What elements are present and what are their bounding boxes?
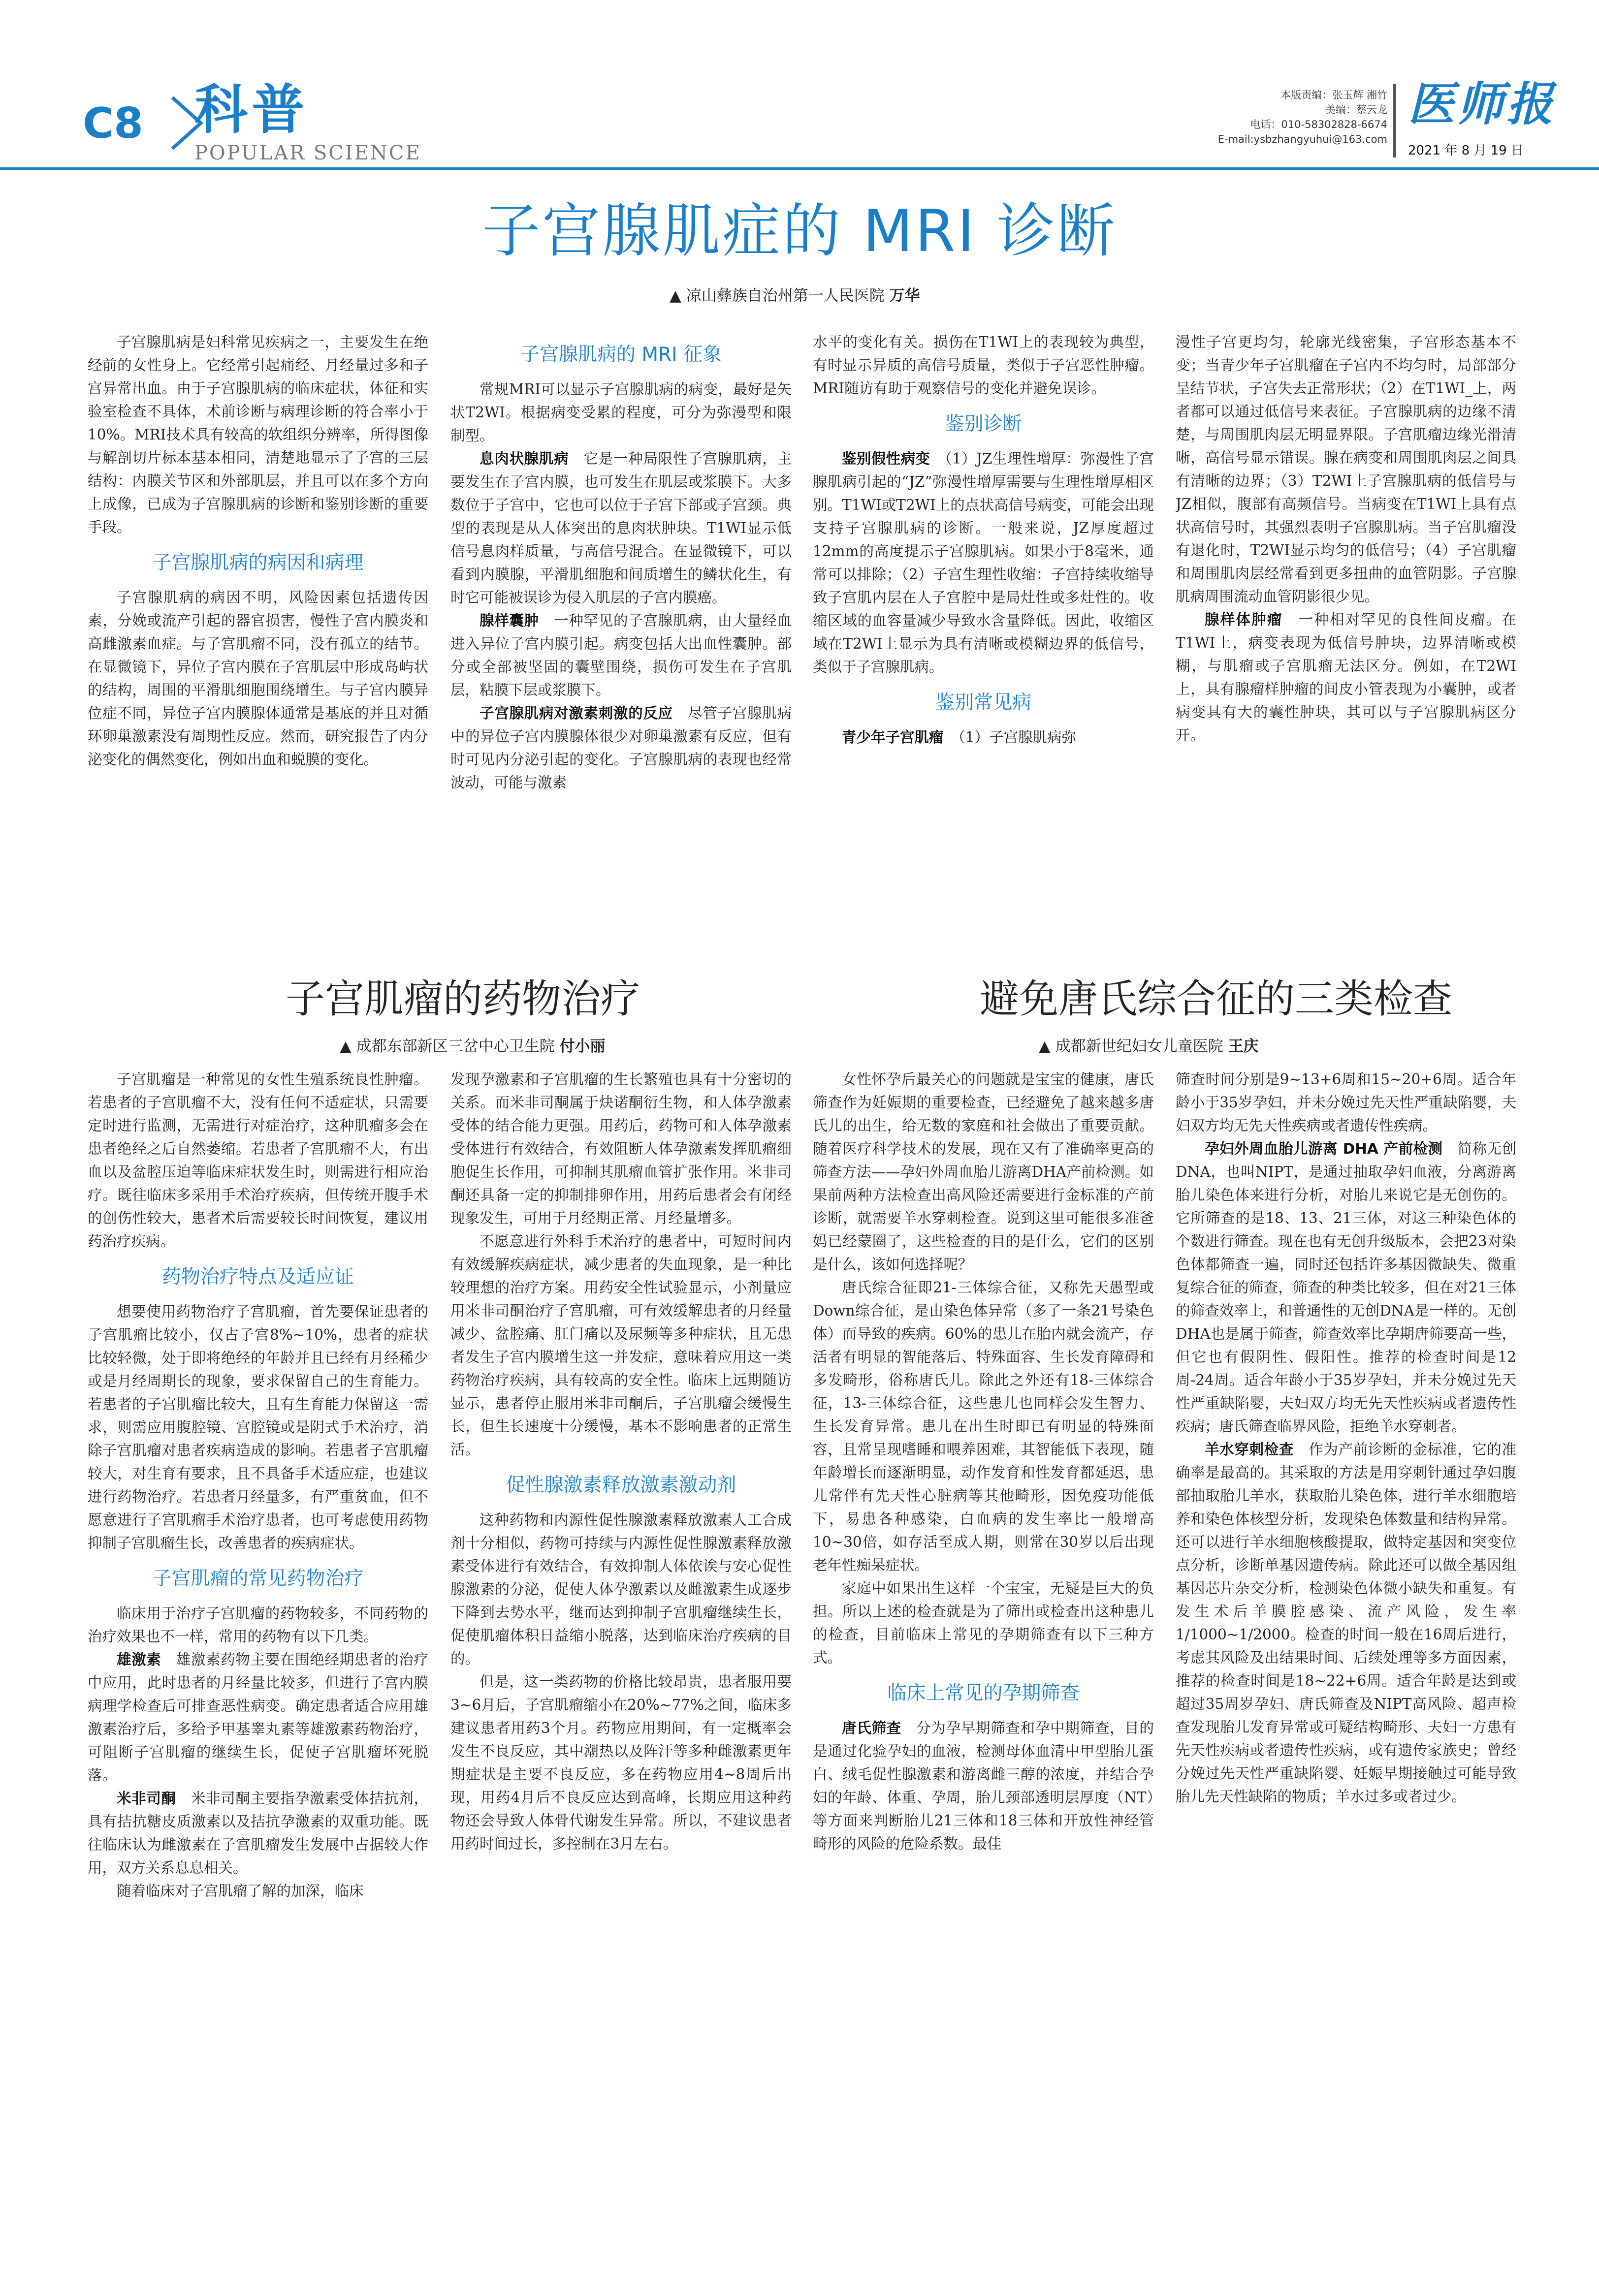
- paragraph-lead: 子宫腺肌病对激素刺激的反应: [480, 705, 673, 722]
- paragraph-lead: 羊水穿刺检查: [1205, 1441, 1294, 1458]
- paragraph: [450, 1230, 792, 1461]
- paragraph-lead: 米非司酮: [117, 1790, 176, 1807]
- paragraph: [1176, 331, 1516, 608]
- paragraph-lead: 唐氏筛查: [842, 1720, 901, 1736]
- paragraph-text: 想要使用药物治疗子宫肌瘤，首先要保证患者的子宫肌瘤比较小，仅占子宫8%~10%，患者的症状比较轻微，处于即将绝经的年龄并且已经有月经稀少或是月经周期长的现象，要求保留自己的生育能力。若患者的子宫肌瘤比较大，且有生育能力保留这一需求，则需应用腹腔镜、宫腔镜或是阴式手术治疗，消除子宫肌瘤对患者疾病造成的影响。若患者子宫肌瘤较大，对生育有要求，且不具备手术适应症，也建议进行药物治疗。若患者月经量多，有严重贫血，但不愿意进行子宫肌瘤手术治疗患者，也可考虑使用药物抑制子宫肌瘤生长，改善患者的疾病症状。: [88, 1303, 428, 1551]
- paragraph-text: （1）子宫腺肌病弥: [958, 729, 1077, 746]
- paragraph-text: 女性怀孕后最关心的问题就是宝宝的健康，唐氏筛查作为妊娠期的重要检查，已经避免了越来越多唐氏儿的出生，给无数的家庭和社会做出了重要贡献。随着医疗科学技术的发展，现在又有了准确率更高的筛查方法——孕妇外周血胎儿游离DHA产前检测。如果前两种方法检查出高风险还需要进行金标准的产前诊断，就需要羊水穿刺检查。说到这里可能很多准爸妈已经蒙圈了，这些检查的目的是什么，它们的区别是什么，该如何选择呢？: [813, 1071, 1154, 1273]
- editor-info: [1112, 88, 1387, 147]
- article-title: 子宫肌瘤的药物治疗: [286, 976, 640, 1022]
- paragraph: [450, 1509, 792, 1670]
- byline-org: ▲ 成都新世纪妇女儿童医院: [1039, 1038, 1223, 1055]
- article3-column-2: [1176, 1068, 1516, 2220]
- paragraph: [450, 447, 792, 609]
- article2-column-2: [450, 1068, 792, 2220]
- paragraph: [813, 1577, 1154, 1669]
- section-heading: 临床上常见的孕期筛查: [887, 1682, 1080, 1704]
- editor-line: 电话：010-58302828-6674: [1250, 119, 1387, 130]
- paragraph-text: 随着临床对子宫肌瘤了解的加深，临床: [117, 1883, 364, 1899]
- paragraph: [88, 1787, 428, 1880]
- byline-org: ▲ 凉山彝族自治州第一人民医院: [670, 287, 885, 305]
- paragraph-text: 唐氏综合征即21-三体综合征，又称先天愚型或Down综合征，是由染色体异常（多了一条21号染色体）而导致的疾病。60%的患儿在胎内就会流产，存活者有明显的智能落后、特殊面容、生长发育障碍和多发畸形，俗称唐氏儿。除此之外还有18-三体综合征，13-三体综合征，这些患儿也同样会发生智力、生长发育异常。患儿在出生时即已有明显的特殊面容，且常呈现嗜睡和喂养困难，其智能低下表现，随年龄增长而逐渐明显，动作发育和性发育都延迟，患儿常伴有先天性心脏病等其他畸形，因免疫功能低下，易患各种感染，白血病的发生率比一般增高10~30倍，如存活至成人期，则常在30岁以后出现老年性痴呆症状。: [813, 1279, 1154, 1573]
- paragraph: [450, 1670, 792, 1856]
- paragraph: [88, 1602, 428, 1648]
- paragraph-text: 子宫肌瘤是一种常见的女性生殖系统良性肿瘤。若患者的子宫肌瘤不大，没有任何不适症状，只需要定时进行监测，无需进行对症治疗，这种肌瘤多会在患者绝经之后自然萎缩。若患者子宫肌瘤不大，有出血以及盆腔压迫等临床症状发生时，则需进行相应治疗。既往临床多采用手术治疗疾病，但传统开腹手术的创伤性较大，患者术后需要较长时间恢复，建议用药治疗疾病。: [88, 1071, 428, 1250]
- byline-author: 付小丽: [559, 1038, 606, 1055]
- paragraph-lead: 腺样体肿瘤: [1205, 611, 1283, 628]
- editor-line: E-mail:ysbzhangyuhui@163.com: [1217, 133, 1387, 145]
- article1-column-1: [88, 331, 428, 952]
- issue-date: 2021 年 8 月 19 日: [1408, 143, 1524, 158]
- section-heading: 鉴别常见病: [935, 692, 1031, 714]
- paragraph-text: 常规MRI可以显示子宫腺肌病的病变，最好是矢状T2WI。根据病变受累的程度，可分为弥漫型和限制型。: [450, 381, 792, 444]
- paragraph-lead: 鉴别假性病变: [842, 450, 930, 467]
- paragraph-text: 子宫腺肌病的病因不明，风险因素包括遗传因素，分娩或流产引起的器官损害，慢性子宫内膜炎和高雌激素血症。与子宫肌瘤不同，没有孤立的结节。在显微镜下，异位子宫内膜在子宫肌层中形成岛屿状的结构，周围的平滑肌细胞围绕增生。与子宫内膜异位症不同，异位子宫内膜腺体通常是基底的并且对循环卵巢激素没有周期性反应。然而，研究报告了内分泌变化的偶然变化，例如出血和蜕膜的变化。: [88, 589, 428, 768]
- article3-column-1: [813, 1068, 1154, 2220]
- paragraph: [88, 1880, 428, 1903]
- section-subtitle: POPULAR SCIENCE: [194, 142, 421, 164]
- paragraph-text: 米非司酮主要指孕激素受体拮抗剂，具有拮抗糖皮质激素以及拮抗孕激素的双重功能。既往临床认为雌激素在子宫肌瘤发生发展中占据较大作用，双方关系息息相关。: [88, 1790, 428, 1876]
- paragraph-text: 临床用于治疗子宫肌瘤的药物较多，不同药物的治疗效果也不一样，常用的药物有以下几类。: [88, 1605, 428, 1645]
- article2-column-1: [88, 1068, 428, 2220]
- paragraph-text: 家庭中如果出生这样一个宝宝，无疑是巨大的负担。所以上述的检查就是为了筛出或检查出这种患儿的检查，目前临床上常见的孕期筛查有以下三种方式。: [813, 1580, 1154, 1666]
- header-rule: [0, 167, 1599, 170]
- paragraph-text: 简称无创DNA，也叫NIPT，是通过抽取孕妇血液，分离游离胎儿染色体来进行分析，对胎儿来说它是无创伤的。它所筛查的是18、13、21三体，对这三种染色体的个数进行筛查。现在也有无创升级版本，会把23对染色体都筛查一遍，同时还包括许多基因微缺失、微重复综合征的筛查，筛查的种类比较多，但在对21三体的筛查效率上，和普通性的无创DNA是一样的。无创DHA也是属于筛查，筛查效率比孕期唐筛要高一些，但它也有假阴性、假阳性。推荐的检查时间是12周-24周。适合年龄小于35岁孕妇，并未分娩过先天性严重缺陷婴，夫妇双方均无先天性疾病或者遗传性疾病；唐氏筛查临界风险，拒绝羊水穿刺者。: [1176, 1140, 1516, 1435]
- article-byline: [1039, 1034, 1259, 1056]
- paragraph-lead: 孕妇外周血胎儿游离 DHA 产前检测: [1205, 1140, 1443, 1157]
- paragraph: [813, 726, 1154, 749]
- article1-column-2: [450, 331, 792, 952]
- paragraph-lead: 雄激素: [117, 1651, 161, 1668]
- paragraph: [450, 609, 792, 702]
- byline-author: 万华: [889, 287, 920, 305]
- paragraph-text: 筛查时间分别是9~13+6周和15~20+6周。适合年龄小于35岁孕妇，并未分娩过先天性严重缺陷婴，夫妇双方均无先天性疾病或者遗传性疾病。: [1176, 1071, 1516, 1134]
- paragraph-text: 不愿意进行外科手术治疗的患者中，可短时间内有效缓解疾病症状，减少患者的失血现象，是一种比较理想的治疗方案。用药安全性试验显示，小剂量应用米非司酮治疗子宫肌瘤，可有效缓解患者的月经量减少、盆腔痛、肛门痛以及尿频等多种症状，且无患者发生子宫内膜增生这一并发症，意味着应用这一类药物治疗疾病，具有较高的安全性。临床上远期随访显示，患者停止服用米非司酮后，子宫肌瘤会缓慢生长，但生长速度十分缓慢，基本不影响患者的正常生活。: [450, 1233, 792, 1458]
- paragraph: [88, 331, 428, 539]
- paragraph-text: 它是一种局限性子宫腺肌病，主要发生在子宫内膜，也可发生在肌层或浆膜下。大多数位于子宫中，它也可以位于子宫下部或子宫颈。典型的表现是从人体突出的息肉状肿块。T1WI显示低信号息肉样质量，与高信号混合。在显微镜下，可以看到内膜腺，平滑肌细胞和间质增生的鳞状化生，有时它可能被误诊为侵入肌层的子宫内膜癌。: [450, 450, 792, 606]
- byline-org: ▲ 成都东部新区三岔中心卫生院: [340, 1038, 555, 1055]
- section-title: 科普: [194, 79, 309, 141]
- paragraph-lead: 息肉状腺肌病: [480, 450, 569, 467]
- paragraph: [1176, 1137, 1516, 1438]
- page-number: C8: [83, 99, 143, 148]
- paragraph: [813, 1068, 1154, 1276]
- section-heading: 鉴别诊断: [945, 413, 1022, 435]
- paragraph: [88, 1300, 428, 1555]
- paragraph: [813, 1276, 1154, 1577]
- article-title: 子宫腺肌症的 MRI 诊断: [482, 197, 1117, 265]
- article1-column-3: [813, 331, 1154, 952]
- paragraph-text: 一种罕见的子宫腺肌病，由大量经血进入异位子宫内膜引起。病变包括大出血性囊肿。部分或全部被坚固的囊壁围绕，损伤可发生在子宫肌层，粘膜下层或浆膜下。: [450, 612, 792, 698]
- paragraph: [813, 331, 1154, 400]
- paragraph-text: 水平的变化有关。损伤在T1WI上的表现较为典型，有时显示异质的高信号质量，类似于子宫恶性肿瘤。MRI随访有助于观察信号的变化并避免误诊。: [813, 334, 1154, 397]
- header-divider: [1393, 84, 1396, 157]
- paragraph: [1176, 1438, 1516, 1808]
- paragraph: [88, 586, 428, 771]
- section-heading: 子宫腺肌病的 MRI 征象: [520, 344, 722, 366]
- paragraph-text: （1）JZ生理性增厚：弥漫性子宫腺肌病引起的“JZ”弥漫性增厚需要与生理性增厚相区别。T1WI或T2WI上的点状高信号病变，可能会出现支持子宫腺肌病的诊断。一般来说，JZ厚度超过12mm的高度提示子宫腺肌病。如果小于8毫米，通常可以排除；（2）子宫生理性收缩：子宫持续收缩导致子宫肌内层在人子宫腔中是局灶性或多灶性的。收缩区域的血容量减少导致水含量降低。因此，收缩区域在T2WI上显示为具有清晰或模糊边界的低信号，类似于子宫腺肌病。: [813, 450, 1154, 675]
- paragraph: [1176, 608, 1516, 747]
- paragraph-text: 雄激素药物主要在围绝经期患者的治疗中应用，此时患者的月经量比较多，但进行子宫内膜病理学检查后可排查恶性病变。确定患者适合应用雄激素治疗后，多给予甲基睾丸素等雄激素药物治疗，可阻断子宫肌瘤的继续生长，促使子宫肌瘤坏死脱落。: [88, 1651, 428, 1784]
- newspaper-logo: 医师报: [1408, 77, 1556, 131]
- paragraph: [813, 1717, 1154, 1856]
- paragraph-text: 漫性子宫更均匀，轮廓光线密集，子宫形态基本不变；当青少年子宫肌瘤在子宫内不均匀时，局部部分呈结节状，子宫失去正常形状；（2）在T1WI_上，两者都可以通过低信号来表征。子宫腺肌病的边缘不清楚，与周围肌肉层无明显界限。子宫肌瘤边缘光滑清晰，高信号显示错误。腺在病变和周围肌肉层之间具有清晰的边界；（3）T2WI上子宫腺肌病的低信号与JZ相似，腹部有高频信号。当病变在T1WI上具有点状高信号时，其强烈表明子宫腺肌病。当子宫肌瘤没有退化时，T2WI显示均匀的低信号；（4）子宫肌瘤和周围肌肉层经常看到更多扭曲的血管阴影。子宫腺肌病周围流动血管阴影很少见。: [1176, 334, 1516, 605]
- paragraph: [450, 378, 792, 447]
- paragraph-lead: 腺样囊肿: [480, 612, 539, 629]
- paragraph: [450, 1068, 792, 1230]
- paragraph: [88, 1648, 428, 1787]
- article-byline: [670, 283, 920, 305]
- paragraph-text: 发现孕激素和子宫肌瘤的生长繁殖也具有十分密切的关系。而米非司酮属于炔诺酮衍生物，和人体孕激素受体的结合能力更强。用药后，药物可和人体孕激素受体进行有效结合，有效阻断人体孕激素发挥肌瘤细胞促生长作用，可抑制其肌瘤血管扩张作用。米非司酮还具备一定的抑制排卵作用，用药后患者会有闭经现象发生，可用于月经期正常、月经量增多。: [450, 1071, 792, 1227]
- paragraph-text: 这种药物和内源性促性腺激素释放激素人工合成剂十分相似，药物可持续与内源性促性腺激素释放激素受体进行有效结合，有效抑制人体依诶与安心促性腺激素的分泌，促使人体孕激素以及雌激素生成逐步下降到去势水平，继而达到抑制子宫肌瘤继续生长，促使肌瘤体积日益缩小脱落，达到临床治疗疾病的目的。: [450, 1511, 792, 1667]
- article-byline: [340, 1034, 606, 1056]
- editor-line: 美编：蔡云龙: [1325, 104, 1387, 116]
- paragraph: [450, 702, 792, 794]
- paragraph-text: 分为孕早期筛查和孕中期筛查，目的是通过化验孕妇的血液，检测母体血清中甲型胎儿蛋白、绒毛促性腺激素和游离雌三醇的浓度，并结合孕妇的年龄、体重、孕周，胎儿颈部透明层厚度（NT）等方面来判断胎儿21三体和18三体和开放性神经管畸形的风险的危险系数。最佳: [813, 1720, 1154, 1852]
- paragraph-text: 一种相对罕见的良性间皮瘤。在T1WI上，病变表现为低信号肿块，边界清晰或模糊，与肌瘤或子宫肌瘤无法区分。例如，在T2WI上，具有腺瘤样肿瘤的间皮小管表现为小囊肿，或者病变具有大的囊性肿块，其可以与子宫腺肌病区分开。: [1176, 611, 1516, 744]
- section-heading: 药物治疗特点及适应证: [161, 1266, 354, 1288]
- editor-line: 本版责编：张玉辉 湘竹: [1280, 89, 1387, 101]
- paragraph: [1176, 1068, 1516, 1137]
- byline-author: 王庆: [1228, 1038, 1259, 1055]
- paragraph-text: 尽管子宫腺肌病中的异位子宫内膜腺体很少对卵巢激素有反应，但有时可见内分泌引起的变化。子宫腺肌病的表现也经常波动，可能与激素: [450, 705, 792, 791]
- paragraph: [88, 1068, 428, 1253]
- section-heading: 子宫肌瘤的常见药物治疗: [152, 1568, 364, 1590]
- paragraph: [813, 447, 1154, 679]
- section-heading: 促性腺激素释放激素激动剂: [506, 1474, 736, 1496]
- paragraph-lead: 青少年子宫肌瘤: [842, 729, 944, 746]
- section-heading: 子宫腺肌病的病因和病理: [152, 552, 364, 574]
- paragraph-text: 子宫腺肌病是妇科常见疾病之一，主要发生在绝经前的女性身上。它经常引起痛经、月经量过多和子宫异常出血。由于子宫腺肌病的临床症状，体征和实验室检查不具体，术前诊断与病理诊断的符合率小于10%。MRI技术具有较高的软组织分辨率，所得图像与解剖切片标本基本相同，清楚地显示了子宫的三层结构：内膜关节区和外部肌层，并且可以在多个方向上成像，已成为子宫腺肌病的诊断和鉴别诊断的重要手段。: [88, 334, 428, 535]
- article1-column-4: [1176, 331, 1516, 952]
- article-title: 避免唐氏综合征的三类检查: [980, 976, 1452, 1022]
- paragraph-text: 作为产前诊断的金标准，它的准确率是最高的。其采取的方法是用穿刺针通过孕妇腹部抽取胎儿羊水，获取胎儿染色体，进行羊水细胞培养和染色体核型分析，发现染色体数量和结构异常。还可以进行羊水细胞核酸提取，做特定基因和突变位点分析，诊断单基因遗传病。除此还可以做全基因组基因芯片杂交分析，检测染色体微小缺失和重复。有发生术后羊膜腔感染、流产风险，发生率1/1000~1/2000。检查的时间一般在16周后进行，考虑其风险及出结果时间、后续处理等多方面因素，推荐的检查时间是18~22+6周。适合年龄是达到或超过35周岁孕妇、唐氏筛查及NIPT高风险、超声检查发现胎儿发育异常或可疑结构畸形、夫妇一方患有先天性疾病或者遗传性疾病，或有遗传家族史；曾经分娩过先天性严重缺陷婴、妊娠早期接触过可能导致胎儿先天性缺陷的物质；羊水过多或者过少。: [1176, 1441, 1516, 1805]
- paragraph-text: 但是，这一类药物的价格比较昂贵，患者服用要3~6月后，子宫肌瘤缩小在20%~77%之间，临床多建议患者用药3个月。药物应用期间，有一定概率会发生不良反应，其中潮热以及阵汗等多种雌激素更年期症状是主要不良反应，多在药物应用4~8周后出现，用药4月后不良反应达到高峰，长期应用这种药物还会导致人体骨代谢发生异常。所以，不建议患者用药时间过长，多控制在3月左右。: [450, 1673, 792, 1852]
